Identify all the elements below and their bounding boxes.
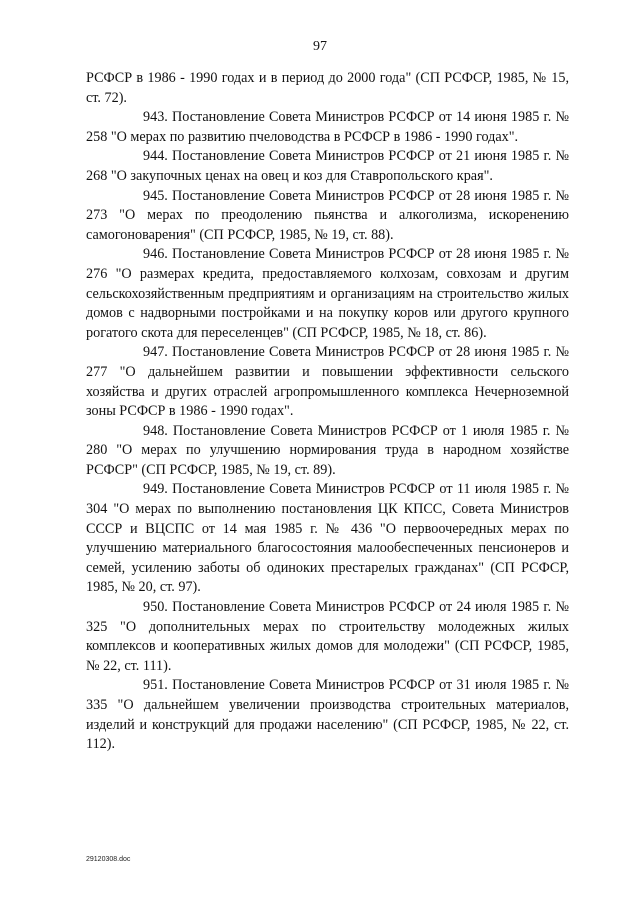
paragraph-943: 943. Постановление Совета Министров РСФСР от 14 июня 1985 г. № 258 "О мерах по развитию пчеловодства в РСФСР в 1986 - 1990 годах". [86,109,569,145]
page-number: 97 [313,39,327,54]
paragraph-950: 950. Постановление Совета Министров РСФСР от 24 июля 1985 г. № 325 "О дополнительных мерах по строительству молодежных жилых комплексов и кооперативных жилых домов для молодежи" (СП РСФСР, 1985, № 22, ст. 111). [86,599,569,674]
document-body [86,69,569,755]
paragraph-946: 946. Постановление Совета Министров РСФСР от 28 июня 1985 г. № 276 "О размерах кредита, предоставляемого колхозам, совхозам и другим сельскохозяйственным предприятиям и организациям на строительство жилых домов с надворными постройками и на покупку коров или другого крупного рогатого скота для переселенцев" (СП РСФСР, 1985, № 18, ст. 86). [86,246,569,341]
paragraph-951: 951. Постановление Совета Министров РСФСР от 31 июля 1985 г. № 335 "О дальнейшем увеличении производства строительных материалов, изделий и конструкций для продажи населению" (СП РСФСР, 1985, № 22, ст. 112). [86,677,569,753]
paragraph-945: 945. Постановление Совета Министров РСФСР от 28 июня 1985 г. № 273 "О мерах по преодолению пьянства и алкоголизма, искоренению самогоноварения" (СП РСФСР, 1985, № 19, ст. 88). [86,187,569,243]
paragraph-944: 944. Постановление Совета Министров РСФСР от 21 июня 1985 г. № 268 "О закупочных ценах на овец и коз для Ставропольского края". [86,148,569,184]
paragraph-947: 947. Постановление Совета Министров РСФСР от 28 июня 1985 г. № 277 "О дальнейшем развитии и повышении эффективности сельского хозяйства и других отраслей агропромышленного комплекса Нечерноземной зоны РСФСР в 1986 - 1990 годах". [86,344,569,420]
paragraph-continuation: РСФСР в 1986 - 1990 годах и в период до 2000 года" (СП РСФСР, 1985, № 15, ст. 72). [86,70,569,106]
paragraph-949: 949. Постановление Совета Министров РСФСР от 11 июля 1985 г. № 304 "О мерах по выполнению постановления ЦК КПСС, Совета Министров СССР и ВЦСПС от 14 мая 1985 г. № 436 "О первоочередных мерах по улучшению материального благосостояния малообеспеченных пенсионеров и семей, усилению заботы об одиноких престарелых гражданах" (СП РСФСР, 1985, № 20, ст. 97). [86,481,569,596]
paragraph-948: 948. Постановление Совета Министров РСФСР от 1 июля 1985 г. № 280 "О мерах по улучшению нормирования труда в народном хозяйстве РСФСР" (СП РСФСР, 1985, № 19, ст. 89). [86,422,569,478]
footer-filename: 29120308.doc [86,856,131,863]
